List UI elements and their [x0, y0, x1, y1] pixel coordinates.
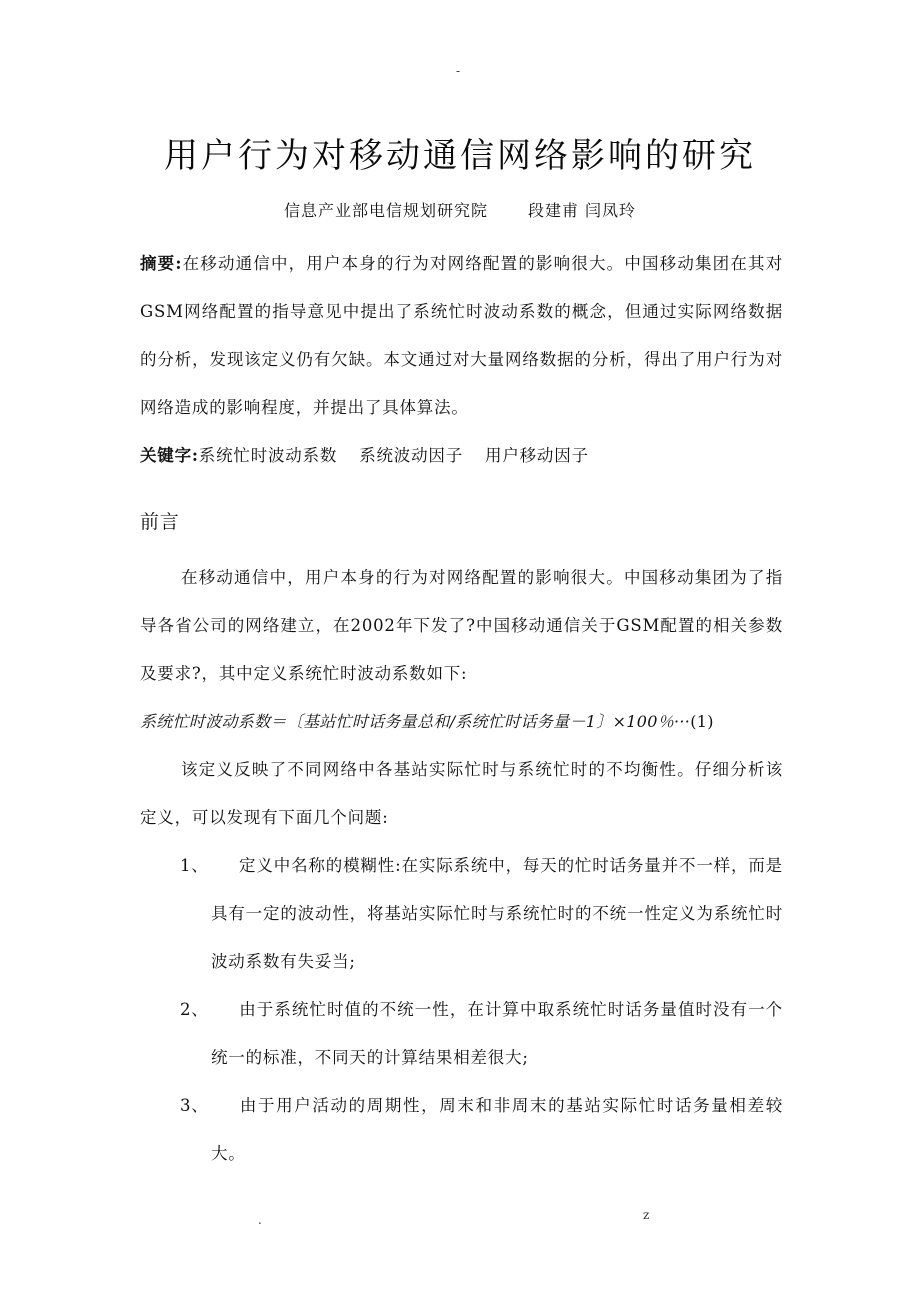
document-body: [140, 240, 783, 1178]
list-marker: 2、: [180, 1000, 209, 1019]
authors: 段建甫 闫凤玲: [527, 201, 637, 220]
analysis-paragraph: 该定义反映了不同网络中各基站实际忙时与系统忙时的不均衡性。仔细分析该定义，可以发现有下面几个问题:: [140, 760, 783, 827]
list-item-text: 由于系统忙时值的不统一性，在计算中取系统忙时话务量值时没有一个统一的标准，不同天的计算结果相差很大;: [211, 1000, 783, 1067]
footer-right-mark: z: [643, 1208, 650, 1222]
footer-left-mark: .: [258, 1213, 262, 1227]
keywords: [140, 432, 783, 480]
formula: [140, 698, 783, 746]
list-item-text: 定义中名称的模糊性:在实际系统中，每天的忙时话务量并不一样，而是具有一定的波动性，将基站实际忙时与系统忙时的不统一性定义为系统忙时波动系数有失妥当;: [211, 856, 783, 971]
intro-paragraph: 在移动通信中，用户本身的行为对网络配置的影响很大。中国移动集团为了指导各省公司的网络建立，在2002年下发了?中国移动通信关于GSM配置的相关参数及要求?，其中定义系统忙时波动系数如下:: [140, 568, 783, 683]
document-title: 用户行为对移动通信网络影响的研究: [164, 136, 756, 176]
institution: 信息产业部电信规划研究院: [283, 201, 488, 220]
abstract-text: 在移动通信中，用户本身的行为对网络配置的影响很大。中国移动集团在其对GSM网络配置的指导意见中提出了系统忙时波动系数的概念，但通过实际网络数据的分析，发现该定义仍有欠缺。本文通过对大量网络数据的分析，得出了用户行为对网络造成的影响程度，并提出了具体算法。: [140, 254, 783, 417]
formula-number: (1): [690, 712, 714, 731]
section-heading: 前言: [140, 511, 180, 533]
list-item: [140, 842, 783, 986]
list-marker: 3、: [180, 1096, 209, 1115]
formula-text: 系统忙时波动系数＝〔基站忙时话务量总和/系统忙时话务量－1〕×100％···: [140, 712, 691, 731]
keyword-item: 系统波动因子: [359, 446, 464, 465]
issue-list: [140, 842, 783, 1178]
keywords-label: 关键字:: [140, 446, 199, 465]
list-item: [140, 986, 783, 1082]
list-item: [140, 1082, 783, 1178]
keyword-item: 系统忙时波动系数: [198, 446, 338, 465]
abstract-label: 摘要:: [140, 254, 183, 273]
header-mark: -: [456, 64, 461, 78]
list-marker: 1、: [180, 856, 209, 875]
byline: [0, 198, 920, 221]
keyword-item: 用户移动因子: [485, 446, 589, 465]
list-item-text: 由于用户活动的周期性，周末和非周末的基站实际忙时话务量相差较大。: [211, 1096, 783, 1163]
abstract: [140, 240, 783, 432]
